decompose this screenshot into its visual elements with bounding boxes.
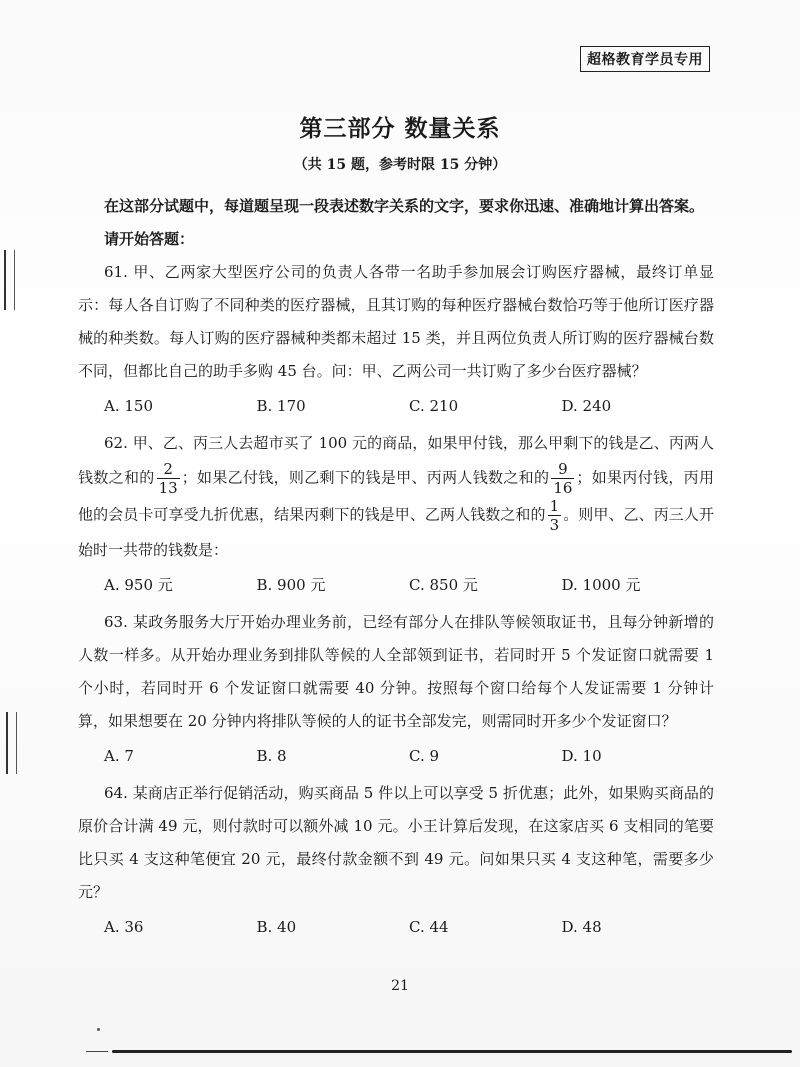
q62-text-3: ；如果丙付钱，丙用他的会员卡可享受九折优惠，结果丙剩下的钱是甲、乙两人钱数之和的 (78, 468, 714, 524)
footer-rule-left (86, 1051, 108, 1052)
fraction-denominator: 3 (549, 516, 560, 534)
start-prompt: 请开始答题： (104, 230, 195, 248)
options-61 (78, 390, 714, 423)
option-a: A. 36 (104, 918, 144, 936)
binder-clip-mark (4, 250, 15, 310)
fraction-numerator: 1 (549, 497, 560, 515)
header-stamp: 超格教育学员专用 (580, 46, 710, 72)
option-d: D. 48 (561, 918, 602, 936)
scan-speck (97, 1028, 100, 1031)
option-d: D. 1000 元 (561, 576, 641, 594)
page-number: 21 (391, 978, 409, 994)
instructions: 在这部分试题中，每道题呈现一段表述数字关系的文字，要求你迅速、准确地计算出答案。 (104, 197, 705, 215)
fraction-denominator: 16 (553, 479, 573, 497)
fraction-1-3 (548, 497, 562, 534)
question-64: 64. 某商店正举行促销活动，购买商品 5 件以上可以享受 5 折优惠；此外，如果购买商品的原价合计满 49 元，则付款时可以额外减 10 元。小王计算后发现，在这家店买 6 支相同的笔要比只买 4 支这种笔便宜 20 元，最终付款金额不到 49 元。问如果只买 4 支这种笔，需要多少元？ (78, 784, 714, 901)
options-64 (78, 911, 714, 944)
binder-clip-mark (6, 712, 17, 774)
option-b: B. 8 (256, 747, 287, 765)
option-a: A. 7 (104, 747, 134, 765)
options-63 (78, 740, 714, 773)
q62-text-1: 62. 甲、乙、丙三人去超市买了 100 元的商品，如果甲付钱，那么甲剩下的钱是乙、丙两人钱数之和的 (78, 434, 714, 487)
option-c: C. 210 (409, 397, 459, 415)
section-title: 第三部分 数量关系 (299, 115, 501, 142)
option-b: B. 900 元 (256, 576, 326, 594)
q62-text-2: ；如果乙付钱，则乙剩下的钱是甲、丙两人钱数之和的 (181, 468, 550, 487)
fraction-denominator: 13 (158, 479, 178, 497)
option-b: B. 170 (256, 397, 306, 415)
question-63: 63. 某政务服务大厅开始办理业务前，已经有部分人在排队等候领取证书，且每分钟新增的人数一样多。从开始办理业务到排队等候的人全部领到证书，若同时开 5 个发证窗口就需要 1 个小时，若同时开 6 个发证窗口就需要 40 分钟。按照每个窗口给每个人发证需要 1 分钟计算，如果想要在 20 分钟内将排队等候的人的证书全部发完，则需同时开多少个发证窗口？ (78, 613, 714, 730)
option-a: A. 950 元 (104, 576, 173, 594)
option-c: C. 44 (409, 918, 449, 936)
option-b: B. 40 (256, 918, 297, 936)
section-subtitle: （共 15 题，参考时限 15 分钟） (293, 157, 507, 173)
options-62 (78, 569, 714, 602)
fraction-9-16 (551, 460, 574, 497)
option-c: C. 850 元 (409, 576, 478, 594)
question-62 (78, 427, 714, 567)
fraction-numerator: 2 (157, 460, 180, 479)
option-d: D. 240 (561, 397, 612, 415)
option-d: D. 10 (561, 747, 602, 765)
footer-rule (112, 1050, 792, 1053)
section-content (78, 190, 714, 948)
option-a: A. 150 (104, 397, 153, 415)
q62-text-4: 。则甲、乙、丙三人开始时一共带的钱数是： (78, 505, 714, 559)
fraction-2-13 (157, 460, 180, 497)
question-61: 61. 甲、乙两家大型医疗公司的负责人各带一名助手参加展会订购医疗器械，最终订单显示：每人各自订购了不同种类的医疗器械，且其订购的每种医疗器械台数恰巧等于他所订医疗器械的种类数。每人订购的医疗器械种类都未超过 15 类，并且两位负责人所订购的医疗器械台数不同，但都比自己的助手多购 45 台。问：甲、乙两公司一共订购了多少台医疗器械？ (78, 263, 714, 380)
fraction-numerator: 9 (551, 460, 574, 479)
option-c: C. 9 (409, 747, 440, 765)
